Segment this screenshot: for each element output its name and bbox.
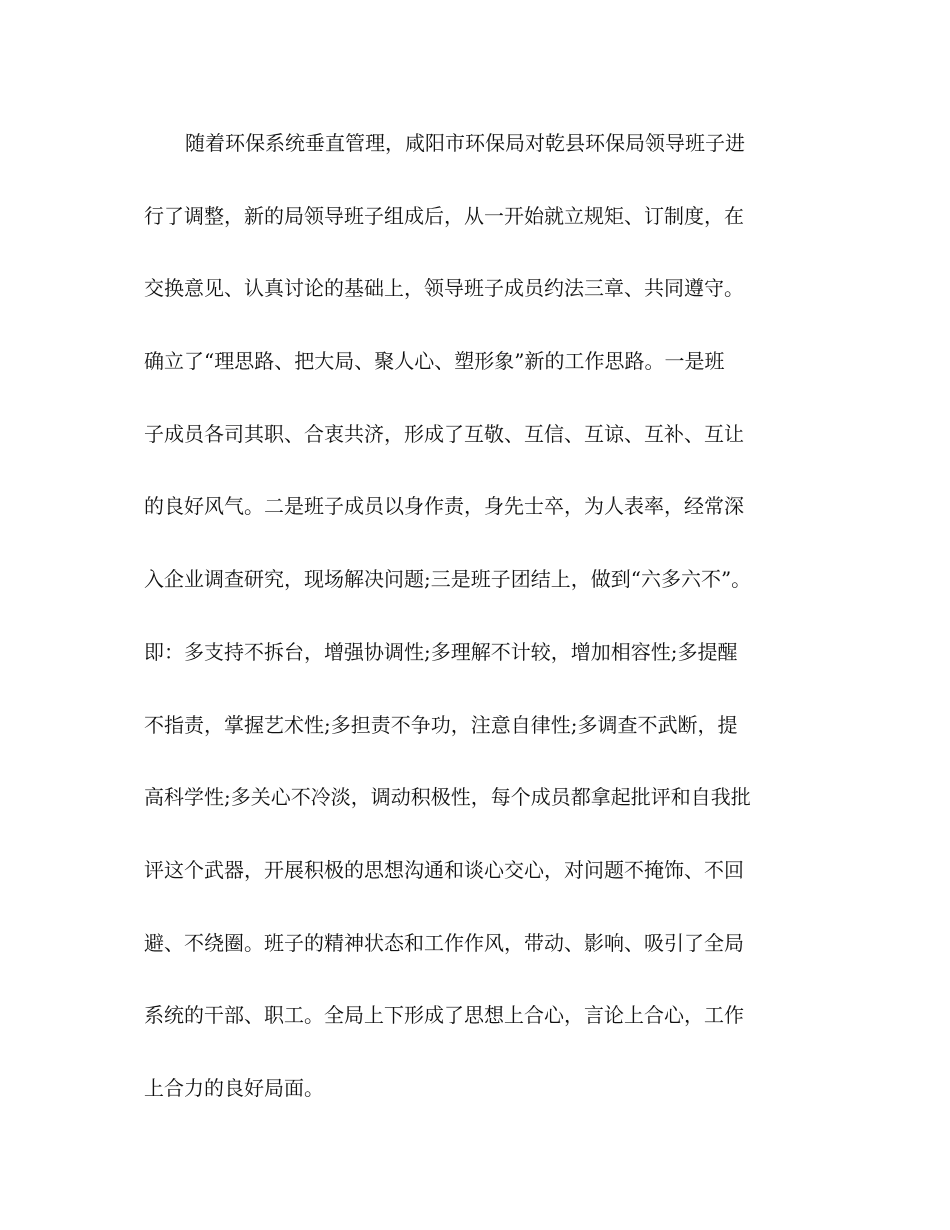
text-line-5: 子成员各司其职、合衷共济，形成了互敬、互信、互谅、互补、互让 bbox=[144, 421, 744, 446]
text-line-9: 不指责，掌握艺术性;多担责不争功，注意自律性;多调查不武断，提 bbox=[144, 712, 738, 737]
text-line-3: 交换意见、认真讨论的基础上，领导班子成员约法三章、共同遵守。 bbox=[144, 276, 744, 301]
text-line-14: 上合力的良好局面。 bbox=[144, 1075, 324, 1100]
text-line-1: 随着环保系统垂直管理，咸阳市环保局对乾县环保局领导班子进 bbox=[185, 131, 745, 155]
text-line-6: 的良好风气。二是班子成员以身作责，身先士卒，为人表率，经常深 bbox=[144, 494, 744, 519]
text-line-2: 行了调整，新的局领导班子组成后，从一开始就立规矩、订制度，在 bbox=[144, 203, 744, 228]
body-paragraph bbox=[144, 125, 834, 1143]
text-line-8: 即：多支持不拆台，增强协调性;多理解不计较，增加相容性;多提醒 bbox=[144, 639, 738, 664]
text-line-13: 系统的干部、职工。全局上下形成了思想上合心，言论上合心，工作 bbox=[144, 1003, 744, 1028]
text-line-12: 避、不绕圈。班子的精神状态和工作作风，带动、影响、吸引了全局 bbox=[144, 930, 744, 955]
text-line-7: 入企业调查研究，现场解决问题;三是班子团结上，做到“六多六不”。 bbox=[144, 567, 752, 592]
text-line-4: 确立了“理思路、把大局、聚人心、塑形象”新的工作思路。一是班 bbox=[144, 349, 725, 374]
text-line-11: 评这个武器，开展积极的思想沟通和谈心交心，对问题不掩饰、不回 bbox=[144, 857, 744, 882]
text-line-10: 高科学性;多关心不冷淡，调动积极性，每个成员都拿起批评和自我批 bbox=[144, 785, 751, 810]
